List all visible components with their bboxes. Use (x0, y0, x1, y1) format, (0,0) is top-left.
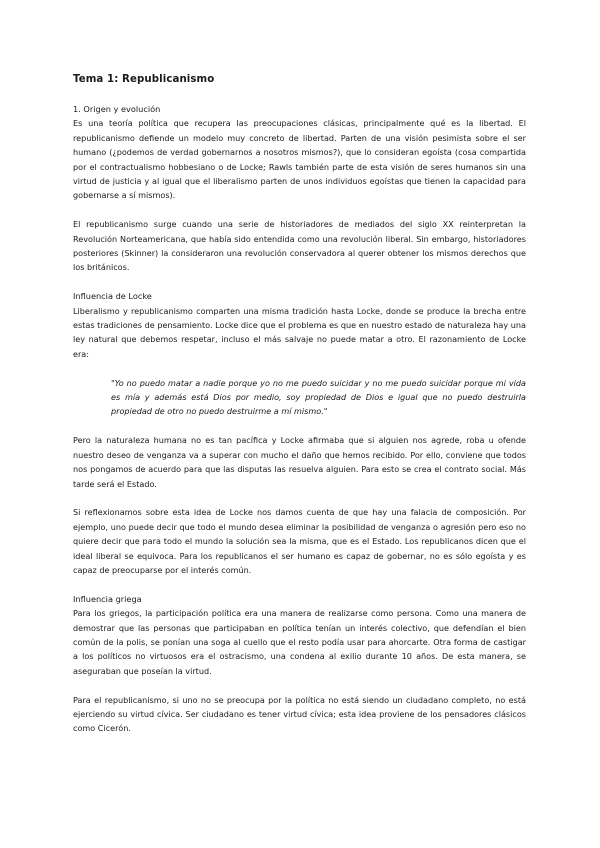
block-quote: "Yo no puedo matar a nadie porque yo no me puedo suicidar y no me puedo suicidar porque mi vida es mía y además está Dios por medio, soy propiedad de Dios e igual que no puedo destruirla propiedad de otro no puedo destruirme a mí mismo." (111, 377, 526, 417)
paragraph: Para el republicanismo, si uno no se preocupa por la política no está siendo un ciudadano completo, no está ejerciendo su virtud cívica. Ser ciudadano es tener virtud cívica; esta idea proviene de los pensadores clásicos como Cicerón. (73, 694, 526, 734)
section-heading-locke: Influencia de Locke (73, 291, 152, 302)
document-title: Tema 1: Republicanismo (73, 74, 215, 85)
paragraph: Es una teoría política que recupera las preocupaciones clásicas, principalmente qué es la libertad. El republicanismo defiende un modelo muy concreto de libertad. Parten de una visión pesimista sobre el ser humano (¿podemos de verdad gobernarnos a nosotros mismos?), que lo consideran egoísta (cosa compartida por el contractualismo hobbesiano o de Locke; Rawls también parte de esta visión de seres humanos sin una virtud de justicia y al igual que el liberalismo parten de unos individuos egoístas que tienen la capacidad para gobernarse a sí mismos). (73, 118, 526, 201)
section-heading-griega: Influencia griega (73, 593, 142, 604)
document-page (73, 74, 526, 736)
section-heading-origen: 1. Origen y evolución (73, 104, 161, 114)
paragraph: Para los griegos, la participación política era una manera de realizarse como persona. Como una manera de demostrar que las personas que participaban en política tenían un interés colectivo, que defendían el bien común de la polis, se ponían una soga al cuello que el resto podía usar para ahorcarte. Otra forma de castigar a los políticos no virtuosos era el ostracismo, una condena al exilio durante 10 años. De esta manera, se aseguraban que poseían la virtud. (73, 608, 526, 676)
paragraph: Si reflexionamos sobre esta idea de Locke nos damos cuenta de que hay una falacia de composición. Por ejemplo, uno puede decir que todo el mundo desea eliminar la posibilidad de venganza o agresión pero eso no quiere decir que para todo el mundo la solución sea la misma, que es el Estado. Los republicanos dicen que el ideal liberal se equivoca. Para los republicanos el ser humano es capaz de gobernar, no es sólo egoísta y es capaz de preocuparse por el interés común. (73, 507, 526, 575)
paragraph: Pero la naturaleza humana no es tan pacífica y Locke afirmaba que si alguien nos agrede, roba u ofende nuestro deseo de venganza va a superar con mucho el daño que hemos recibido. Por ello, conviene que todos nos pongamos de acuerdo para que las disputas las resuelva alguien. Para esto se crea el contrato social. Más tarde será el Estado. (73, 435, 526, 489)
paragraph: Liberalismo y republicanismo comparten una misma tradición hasta Locke, donde se produce la brecha entre estas tradiciones de pensamiento. Locke dice que el problema es que en nuestro estado de naturaleza hay una ley natural que debemos respetar, incluso el más salvaje no puede matar a otro. El razonamiento de Locke era: (73, 305, 526, 359)
paragraph: El republicanismo surge cuando una serie de historiadores de mediados del siglo XX reinterpretan la Revolución Norteamericana, que había sido entendida como una revolución liberal. Sin embargo, historiadores posteriores (Skinner) la consideraron una revolución conservadora al querer obtener los mismos derechos que los británicos. (73, 219, 526, 273)
